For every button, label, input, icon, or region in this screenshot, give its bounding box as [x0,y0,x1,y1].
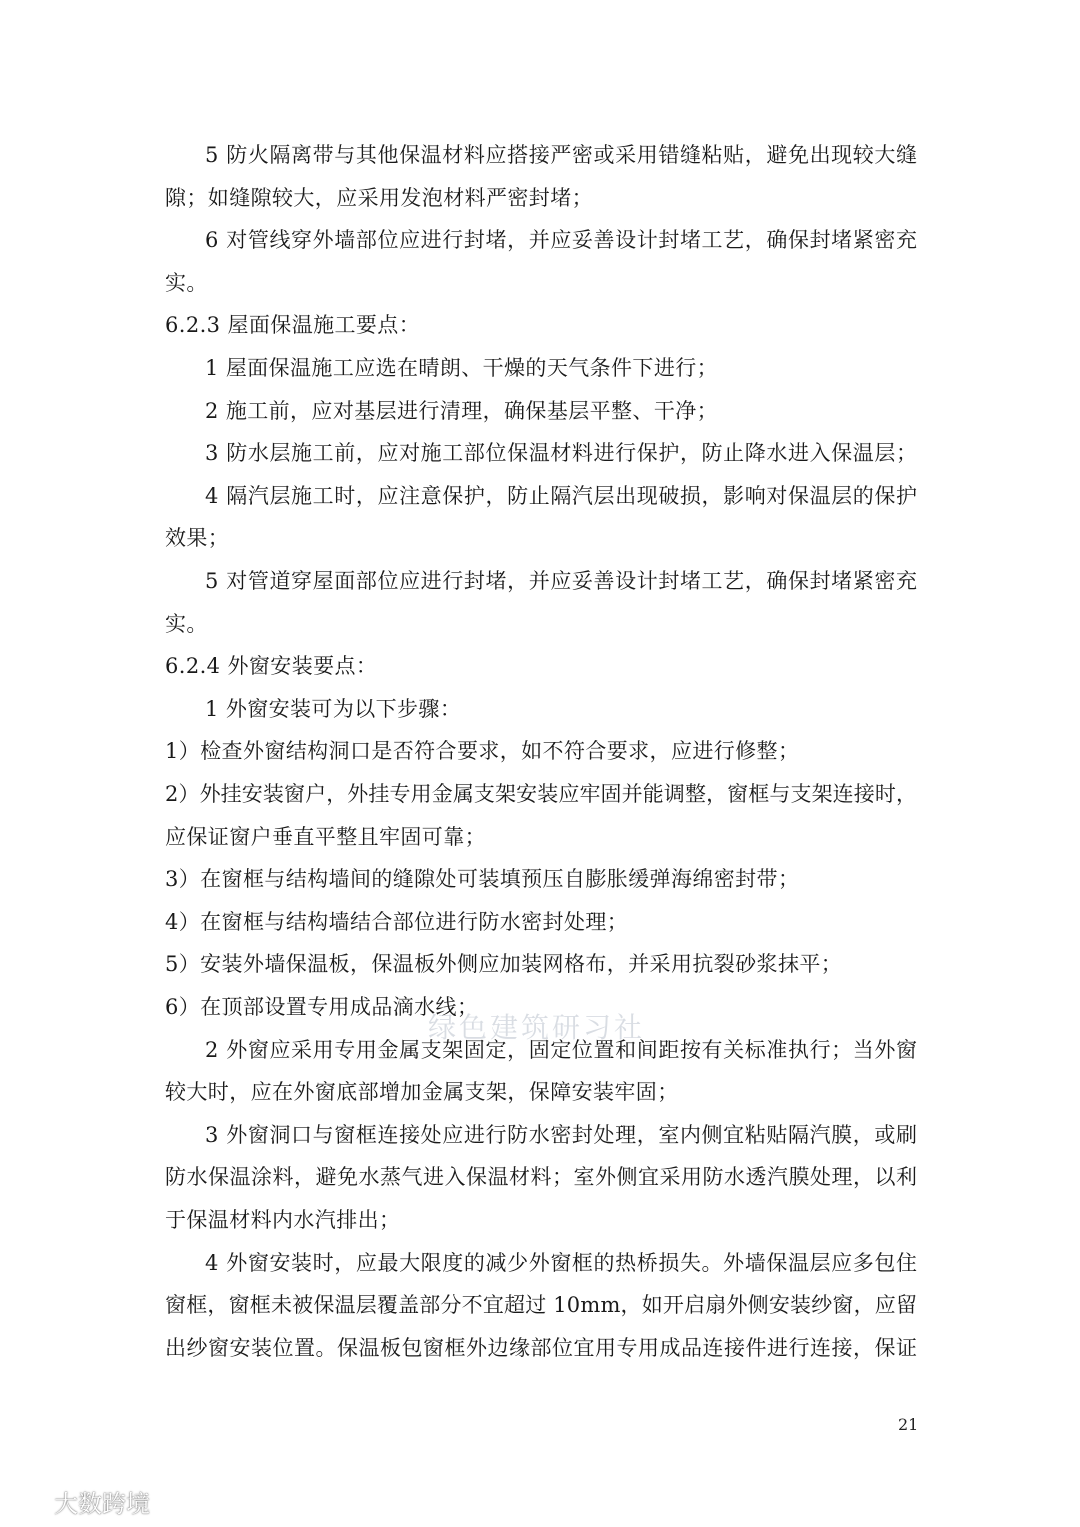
text-line: 出纱窗安装位置。保温板包窗框外边缘部位宜用专用成品连接件进行连接，保证 [165,1335,918,1360]
text-line: 应保证窗户垂直平整且牢固可靠； [165,824,486,849]
text-line: 1）检查外窗结构洞口是否符合要求，如不符合要求，应进行修整； [165,739,800,764]
text-line: 防水保温涂料，避免水蒸气进入保温材料；室外侧宜采用防水透汽膜处理，以利 [165,1165,918,1190]
text-line: 5 防火隔离带与其他保温材料应搭接严密或采用错缝粘贴，避免出现较大缝 [205,143,918,167]
text-line: 窗框，窗框未被保温层覆盖部分不宜超过 10mm，如开启扇外侧安装纱窗，应留 [165,1293,918,1318]
text-line: 2 外窗应采用专用金属支架固定，固定位置和间距按有关标准执行；当外窗 [205,1037,918,1062]
text-line: 1 外窗安装可为以下步骤： [205,696,462,721]
text-line: 5 对管道穿屋面部位应进行封堵，并应妥善设计封堵工艺，确保封堵紧密充 [205,569,918,593]
text-line: 6）在顶部设置专用成品滴水线； [165,995,479,1019]
text-line: 实。 [165,611,208,636]
text-line: 于保温材料内水汽排出； [165,1208,401,1232]
text-line: 3）在窗框与结构墙间的缝隙处可装填预压自膨胀缓弹海绵密封带； [165,867,800,892]
text-line: 3 防水层施工前，应对施工部位保温材料进行保护，防止降水进入保温层； [205,441,918,466]
text-line: 4 隔汽层施工时，应注意保护，防止隔汽层出现破损，影响对保温层的保护 [205,483,918,508]
text-line: 5）安装外墙保温板，保温板外侧应加装网格布，并采用抗裂砂浆抹平； [165,952,843,977]
text-line: 1 屋面保温施工应选在晴朗、干燥的天气条件下进行； [205,356,719,380]
text-line: 效果； [165,526,230,551]
page-number: 21 [898,1415,919,1434]
text-line: 3 外窗洞口与窗框连接处应进行防水密封处理，室内侧宜粘贴隔汽膜，或刷 [205,1122,918,1147]
corner-watermark [10,1484,150,1519]
text-line: 2 施工前，应对基层进行清理，确保基层平整、干净； [205,398,719,423]
center-watermark: 绿色建筑研习社 [428,1011,646,1044]
text-line: 4 外窗安装时，应最大限度的减少外窗框的热桥损失。外墙保温层应多包住 [205,1250,918,1275]
text-line: 实。 [165,270,208,295]
weibo-logo-icon [10,1487,48,1517]
text-line: 6 对管线穿外墙部位应进行封堵，并应妥善设计封堵工艺，确保封堵紧密充 [205,228,918,253]
text-line: 2）外挂安装窗户，外挂专用金属支架安装应牢固并能调整，窗框与支架连接时， [165,782,918,806]
text-line: 6.2.3 屋面保温施工要点： [165,313,421,338]
text-line: 隙；如缝隙较大，应采用发泡材料严密封堵； [165,185,593,210]
text-line: 较大时，应在外窗底部增加金属支架，保障安装牢固； [165,1080,679,1105]
text-line: 4）在窗框与结构墙结合部位进行防水密封处理； [165,909,629,934]
corner-watermark-text: 大数跨境 [54,1490,150,1518]
text-line: 6.2.4 外窗安装要点： [165,654,378,679]
